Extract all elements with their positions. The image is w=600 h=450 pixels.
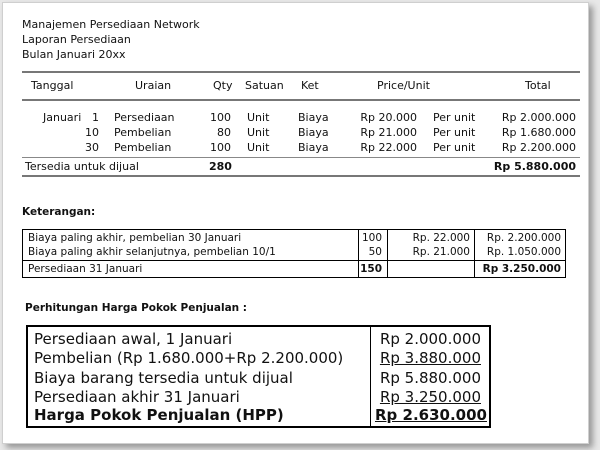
- keterangan-row-divider: [22, 260, 565, 261]
- report-period: Bulan Januari 20xx: [22, 48, 126, 61]
- col-satuan: Satuan: [245, 79, 284, 92]
- ket-total: Rp. 1.050.000: [486, 246, 561, 258]
- row-ket: Biaya: [298, 126, 329, 139]
- summary-label: Tersedia untuk dijual: [25, 160, 139, 173]
- hpp-label: Biaya barang tersedia untuk dijual: [34, 369, 293, 387]
- col-price: Price/Unit: [377, 79, 430, 92]
- hpp-label: Persediaan awal, 1 Januari: [34, 330, 233, 348]
- row-uraian: Persediaan: [114, 111, 175, 124]
- row-satuan: Unit: [247, 141, 270, 154]
- hpp-total-label: Harga Pokok Penjualan (HPP): [34, 406, 284, 424]
- table-bottom-rule: [22, 175, 580, 177]
- report-header: [22, 17, 200, 62]
- hpp-label: Persediaan akhir 31 Januari: [34, 388, 240, 406]
- keterangan-col-divider: [387, 229, 388, 277]
- row-per-unit: Per unit: [433, 126, 476, 139]
- row-ket: Biaya: [298, 141, 329, 154]
- row-total: Rp 2.000.000: [501, 111, 576, 124]
- ket-label: Biaya paling akhir, pembelian 30 Januari: [28, 232, 242, 244]
- row-per-unit: Per unit: [433, 111, 476, 124]
- ket-summary-label: Persediaan 31 Januari: [28, 263, 143, 275]
- row-satuan: Unit: [247, 111, 270, 124]
- row-qty: 80: [217, 126, 231, 139]
- hpp-title: Perhitungan Harga Pokok Penjualan :: [25, 302, 248, 314]
- company-name: Manajemen Persediaan Network: [22, 18, 200, 31]
- ket-label: Biaya paling akhir selanjutnya, pembelian 10/1: [28, 246, 276, 258]
- col-total: Total: [525, 79, 551, 92]
- col-qty: Qty: [213, 79, 233, 92]
- ket-summary-qty: 150: [360, 263, 382, 275]
- summary-qty: 280: [209, 160, 232, 173]
- table-header-rule: [22, 99, 580, 101]
- row-total: Rp 1.680.000: [501, 126, 576, 139]
- row-total: Rp 2.200.000: [501, 141, 576, 154]
- hpp-col-divider: [370, 326, 371, 426]
- row-uraian: Pembelian: [114, 126, 172, 139]
- row-qty: 100: [210, 111, 231, 124]
- ket-summary-total: Rp 3.250.000: [482, 263, 561, 275]
- row-per-unit: Per unit: [433, 141, 476, 154]
- col-tanggal: Tanggal: [31, 79, 74, 92]
- row-day: 1: [92, 111, 99, 124]
- hpp-value: Rp 2.000.000: [379, 330, 481, 348]
- report-title: Laporan Persediaan: [22, 33, 131, 46]
- hpp-value: Rp 3.250.000: [379, 388, 481, 406]
- ket-qty: 100: [361, 232, 382, 244]
- table-top-rule: [22, 71, 580, 73]
- summary-total: Rp 5.880.000: [493, 160, 576, 173]
- ket-qty: 50: [368, 246, 382, 258]
- ket-total: Rp. 2.200.000: [486, 232, 561, 244]
- row-ket: Biaya: [298, 111, 329, 124]
- ket-price: Rp. 22.000: [412, 232, 470, 244]
- row-price: Rp 21.000: [360, 126, 417, 139]
- col-ket: Ket: [301, 79, 319, 92]
- row-qty: 100: [210, 141, 231, 154]
- summary-top-rule: [22, 157, 580, 158]
- keterangan-col-divider: [474, 229, 475, 277]
- row-day: 30: [85, 141, 99, 154]
- hpp-total-value: Rp 2.630.000: [375, 406, 487, 424]
- keterangan-title: Keterangan:: [22, 206, 96, 218]
- row-day: 10: [85, 126, 99, 139]
- hpp-label: Pembelian (Rp 1.680.000+Rp 2.200.000): [34, 349, 344, 367]
- row-month: Januari: [43, 111, 82, 124]
- row-uraian: Pembelian: [114, 141, 172, 154]
- row-price: Rp 20.000: [360, 111, 417, 124]
- document-page: [2, 2, 589, 444]
- col-uraian: Uraian: [135, 79, 172, 92]
- row-satuan: Unit: [247, 126, 270, 139]
- hpp-value: Rp 5.880.000: [379, 369, 481, 387]
- row-price: Rp 22.000: [360, 141, 417, 154]
- ket-price: Rp. 21.000: [412, 246, 470, 258]
- hpp-value: Rp 3.880.000: [379, 349, 481, 367]
